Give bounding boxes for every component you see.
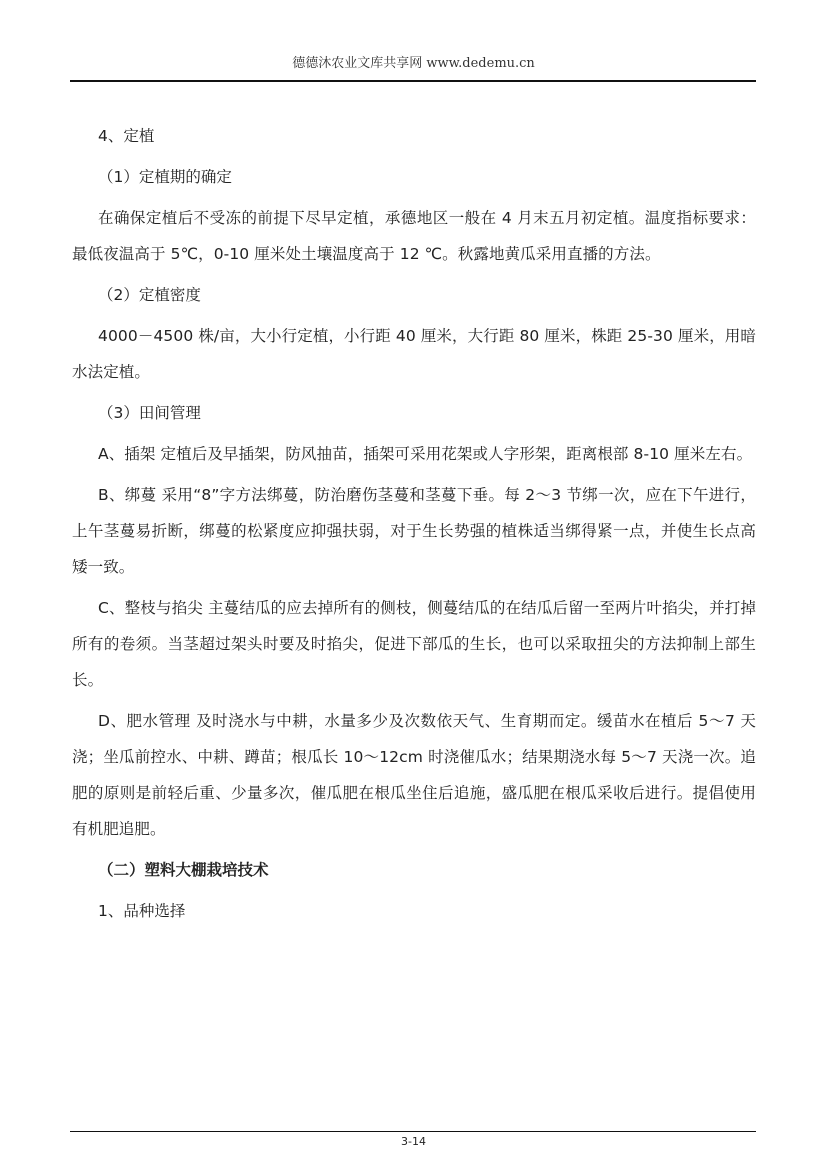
paragraph-planting-density: 4000－4500 株/亩，大小行定植，小行距 40 厘米，大行距 80 厘米，株距 25-30 厘米，用暗水法定植。 — [72, 327, 756, 381]
section-heading-greenhouse: （二）塑料大棚栽培技术 — [98, 860, 269, 879]
subheading-planting-density: （2）定植密度 — [98, 286, 201, 304]
subheading-planting-date: （1）定植期的确定 — [98, 168, 232, 186]
paragraph-item-a: A、插架 定植后及早插架，防风抽苗，插架可采用花架或人字形架，距离根部 8-10 厘米左右。 — [98, 445, 753, 463]
header-rule — [70, 80, 756, 82]
document-body — [72, 118, 756, 929]
subheading-field-management: （3）田间管理 — [98, 404, 201, 422]
paragraph-planting-date: 在确保定植后不受冻的前提下尽早定植，承德地区一般在 4 月末五月初定植。温度指标要求：最低夜温高于 5℃，0-10 厘米处土壤温度高于 12 ℃。秋露地黄瓜采用直播的方法。 — [72, 209, 756, 263]
paragraph-item-d: D、肥水管理 及时浇水与中耕，水量多少及次数依天气、生育期而定。缓苗水在植后 5～7 天浇；坐瓜前控水、中耕、蹲苗；根瓜长 10～12cm 时浇催瓜水；结果期浇水每 5～7 天浇一次。追肥的原则是前轻后重、少量多次，催瓜肥在根瓜坐住后追施，盛瓜肥在根瓜采收后进行。提倡使用有机肥追肥。 — [72, 712, 756, 838]
paragraph-item-b: B、绑蔓 采用“8”字方法绑蔓，防治磨伤茎蔓和茎蔓下垂。每 2～3 节绑一次，应在下午进行，上午茎蔓易折断，绑蔓的松紧度应抑强扶弱，对于生长势强的植株适当绑得紧一点，并使生长点高矮一致。 — [72, 486, 756, 576]
page-number: 3-14 — [401, 1135, 426, 1148]
section-heading-planting: 4、定植 — [98, 127, 155, 145]
footer-rule — [70, 1131, 756, 1132]
paragraph-item-c: C、整枝与掐尖 主蔓结瓜的应去掉所有的侧枝，侧蔓结瓜的在结瓜后留一至两片叶掐尖，并打掉所有的卷须。当茎超过架头时要及时掐尖，促进下部瓜的生长，也可以采取扭尖的方法抑制上部生长。 — [72, 599, 756, 689]
subheading-variety-selection: 1、品种选择 — [98, 902, 186, 920]
page-header: 德德沐农业文库共享网 www.dedemu.cn — [292, 56, 535, 71]
